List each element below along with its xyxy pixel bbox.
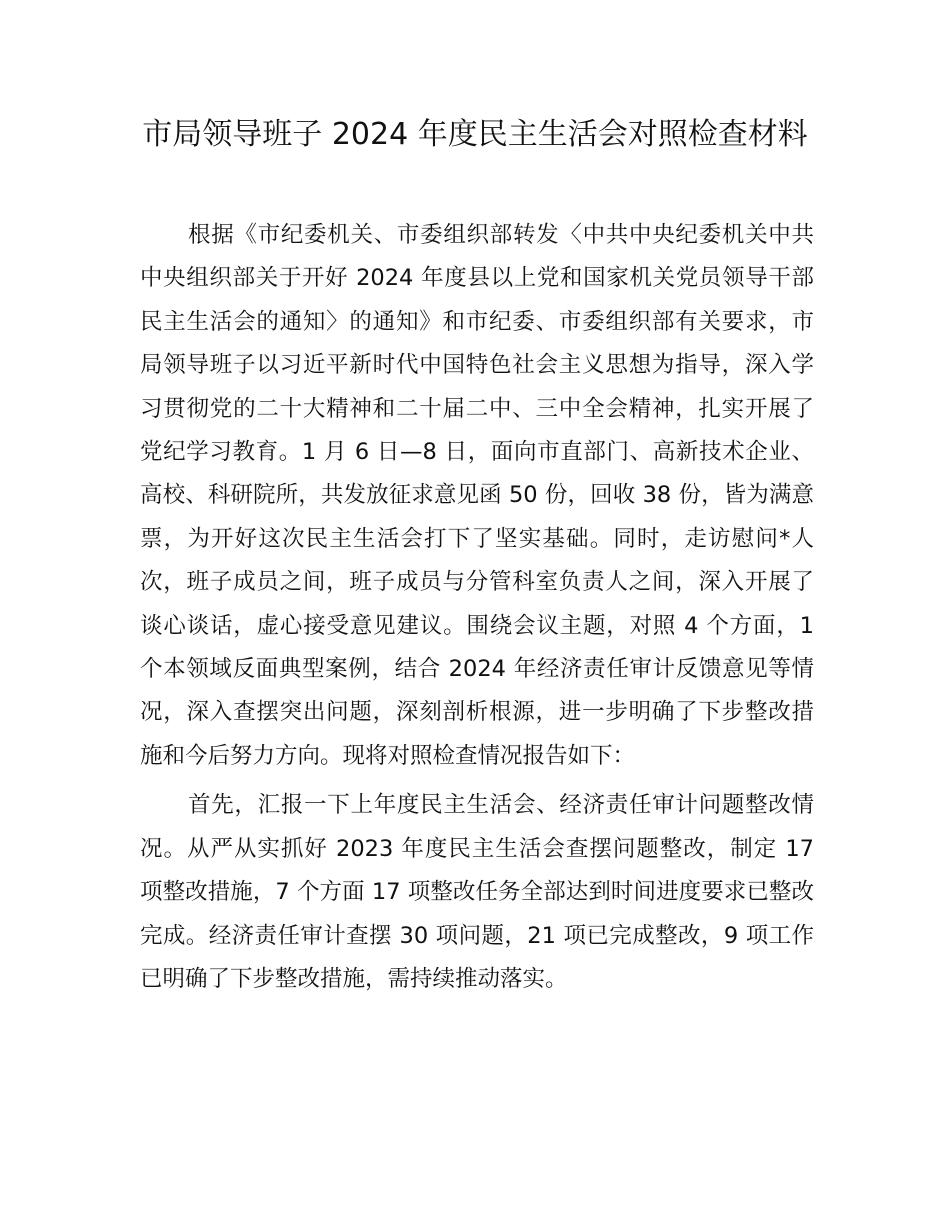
document-title: 市局领导班子 2024 年度民主生活会对照检查材料: [142, 117, 808, 152]
paragraph-rectification: 首先，汇报一下上年度民主生活会、经济责任审计问题整改情况。从严从实抓好 2023 年度民主生活会查摆问题整改，制定 17 项整改措施，7 个方面 17 项整改任务全部达到时间进度要求已整改完成。经济责任审计查摆 30 项问题，21 项已完成整改，9 项工作已明确了下步整改措施，需持续推动落实。: [140, 792, 814, 992]
document-body: [140, 214, 814, 1007]
paragraph-intro: 根据《市纪委机关、市委组织部转发〈中共中央纪委机关中共中央组织部关于开好 2024 年度县以上党和国家机关党员领导干部民主生活会的通知〉的通知》和市纪委、市委组织部有关要求，市局领导班子以习近平新时代中国特色社会主义思想为指导，深入学习贯彻党的二十大精神和二十届二中、三中全会精神，扎实开展了党纪学习教育。1 月 6 日—8 日，面向市直部门、高新技术企业、高校、科研院所，共发放征求意见函 50 份，回收 38 份，皆为满意票，为开好这次民主生活会打下了坚实基础。同时，走访慰问*人次，班子成员之间，班子成员与分管科室负责人之间，深入开展了谈心谈话，虚心接受意见建议。围绕会议主题，对照 4 个方面，1 个本领域反面典型案例，结合 2024 年经济责任审计反馈意见等情况，深入查摆突出问题，深刻剖析根源，进一步明确了下步整改措施和今后努力方向。现将对照检查情况报告如下：: [140, 222, 814, 769]
